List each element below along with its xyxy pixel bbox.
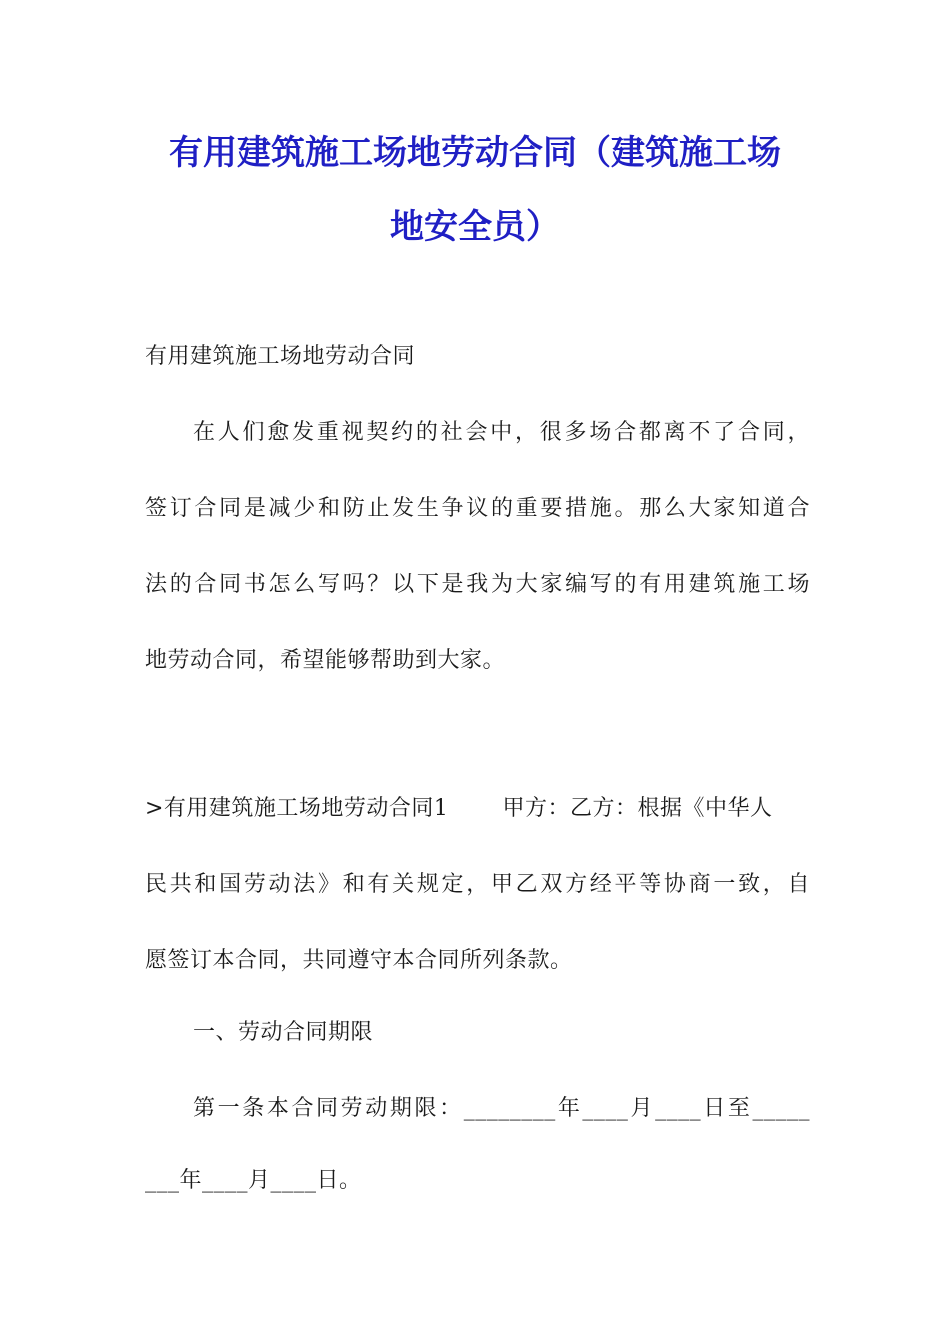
intro-paragraph-line-4: 地劳动合同，希望能够帮助到大家。 <box>145 648 506 673</box>
section-heading-term: 一、劳动合同期限 <box>193 1020 374 1045</box>
article-1-line-2: ___年____月____日。 <box>145 1168 362 1193</box>
subtitle: 有用建筑施工场地劳动合同 <box>145 344 416 369</box>
document-title-line-1: 有用建筑施工场地劳动合同（建筑施工场 <box>169 133 781 173</box>
intro-paragraph-line-1: 在人们愈发重视契约的社会中，很多场合都离不了合同， <box>193 420 810 445</box>
contract-parties: 甲方：乙方：根据《中华人 <box>502 796 773 821</box>
document-title-line-2: 地安全员） <box>390 207 560 247</box>
article-1-line-1: 第一条本合同劳动期限：________年____月____日至_____ <box>193 1096 810 1121</box>
contract-first-line <box>145 796 810 822</box>
intro-paragraph-line-2: 签订合同是减少和防止发生争议的重要措施。那么大家知道合 <box>145 496 810 521</box>
contract-paragraph-line-2: 民共和国劳动法》和有关规定，甲乙双方经平等协商一致，自 <box>145 872 810 897</box>
contract-paragraph-line-3: 愿签订本合同，共同遵守本合同所列条款。 <box>145 948 573 973</box>
contract-heading: >有用建筑施工场地劳动合同1 <box>145 796 449 821</box>
intro-paragraph-line-3: 法的合同书怎么写吗？以下是我为大家编写的有用建筑施工场 <box>145 572 810 597</box>
